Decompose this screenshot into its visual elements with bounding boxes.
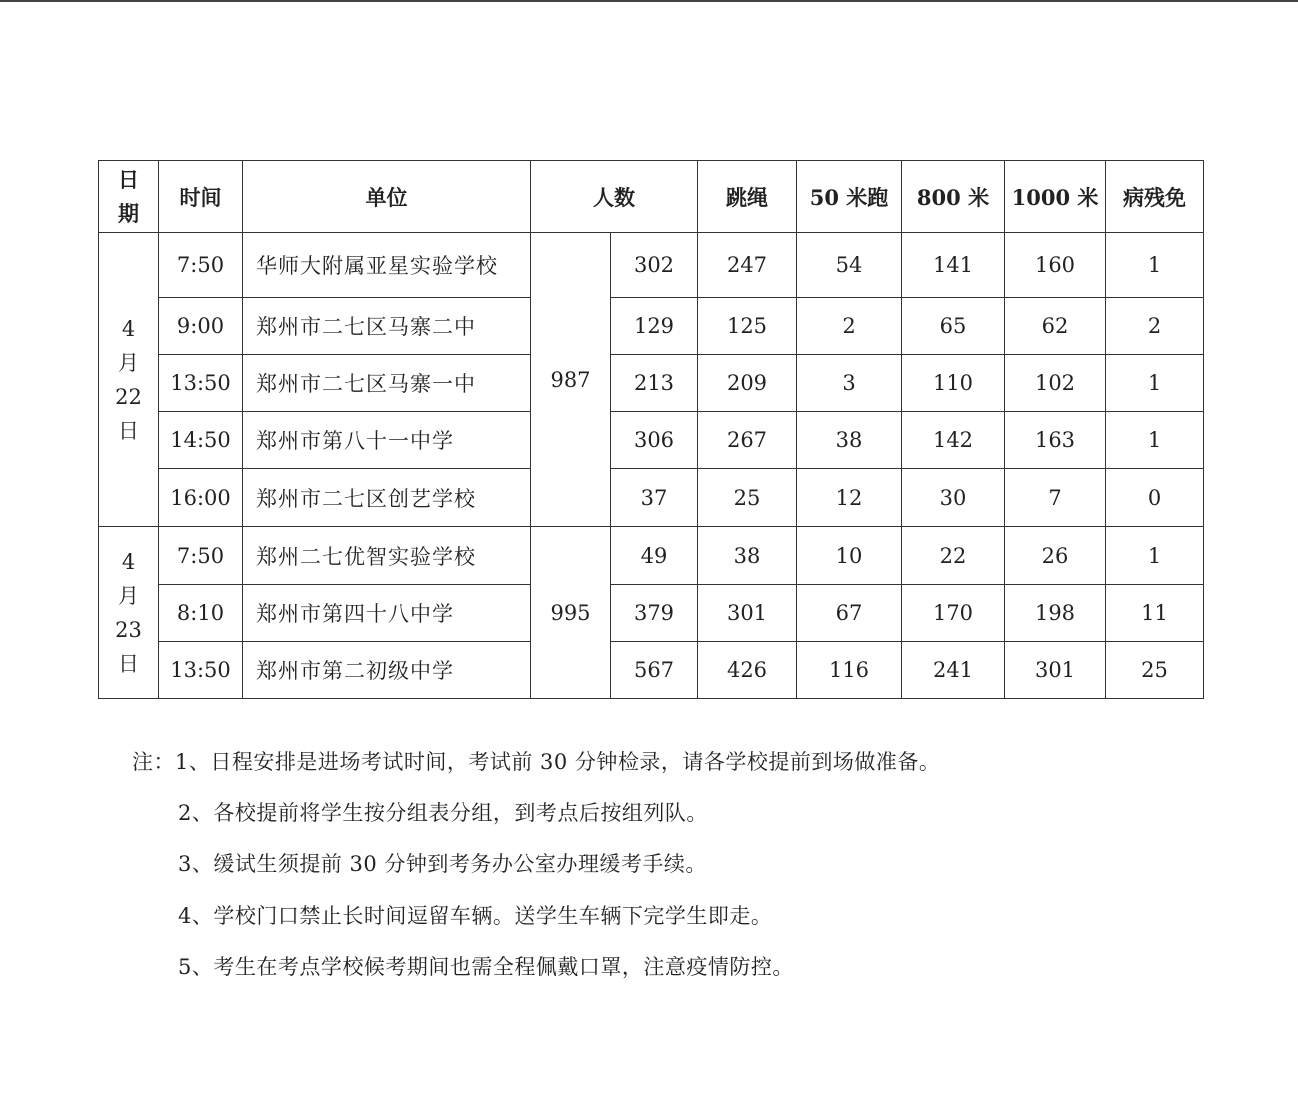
- run1000-cell: 26: [1005, 527, 1106, 585]
- rope-cell: 25: [698, 469, 797, 527]
- run1000-cell: 102: [1005, 355, 1106, 412]
- rope-cell: 426: [698, 642, 797, 699]
- run800-cell: 141: [902, 233, 1005, 298]
- time-cell: 13:50: [159, 642, 243, 699]
- table-row: [99, 355, 1204, 412]
- run1000-cell: 7: [1005, 469, 1106, 527]
- time-cell: 7:50: [159, 233, 243, 298]
- day-cell-apr23: 4 月 23 日: [99, 527, 159, 699]
- run50-cell: 67: [797, 585, 902, 642]
- unit-cell: 郑州市二七区马寨二中: [243, 298, 531, 355]
- run1000-cell: 301: [1005, 642, 1106, 699]
- table-row: [99, 233, 1204, 298]
- header-run1000: 1000 米: [1005, 161, 1106, 233]
- count-cell: 129: [611, 298, 698, 355]
- time-cell: 8:10: [159, 585, 243, 642]
- exempt-cell: 1: [1106, 355, 1204, 412]
- run800-cell: 170: [902, 585, 1005, 642]
- time-cell: 9:00: [159, 298, 243, 355]
- count-cell: 567: [611, 642, 698, 699]
- run1000-cell: 160: [1005, 233, 1106, 298]
- time-cell: 13:50: [159, 355, 243, 412]
- count-cell: 306: [611, 412, 698, 469]
- time-cell: 7:50: [159, 527, 243, 585]
- run50-cell: 10: [797, 527, 902, 585]
- table-row: [99, 298, 1204, 355]
- run800-cell: 142: [902, 412, 1005, 469]
- note-3: 3、缓试生须提前 30 分钟到考务办公室办理缓考手续。: [178, 852, 707, 876]
- note-1: 注：1、日程安排是进场考试时间，考试前 30 分钟检录，请各学校提前到场做准备。: [132, 750, 941, 774]
- rope-cell: 209: [698, 355, 797, 412]
- exempt-cell: 11: [1106, 585, 1204, 642]
- unit-cell: 郑州市二七区马寨一中: [243, 355, 531, 412]
- rope-cell: 125: [698, 298, 797, 355]
- run50-cell: 38: [797, 412, 902, 469]
- exempt-cell: 1: [1106, 412, 1204, 469]
- count-cell: 213: [611, 355, 698, 412]
- rope-cell: 247: [698, 233, 797, 298]
- header-rope: 跳绳: [698, 161, 797, 233]
- count-cell: 49: [611, 527, 698, 585]
- run50-cell: 54: [797, 233, 902, 298]
- run50-cell: 2: [797, 298, 902, 355]
- run800-cell: 30: [902, 469, 1005, 527]
- exam-schedule-table: [98, 160, 1204, 699]
- unit-cell: 华师大附属亚星实验学校: [243, 233, 531, 298]
- unit-cell: 郑州市第八十一中学: [243, 412, 531, 469]
- run50-cell: 3: [797, 355, 902, 412]
- run800-cell: 22: [902, 527, 1005, 585]
- header-run50: 50 米跑: [797, 161, 902, 233]
- count-cell: 37: [611, 469, 698, 527]
- run50-cell: 12: [797, 469, 902, 527]
- count-cell: 379: [611, 585, 698, 642]
- rope-cell: 38: [698, 527, 797, 585]
- run800-cell: 65: [902, 298, 1005, 355]
- table-row: [99, 412, 1204, 469]
- count-cell: 302: [611, 233, 698, 298]
- unit-cell: 郑州市二七区创艺学校: [243, 469, 531, 527]
- run1000-cell: 198: [1005, 585, 1106, 642]
- table-row: [99, 585, 1204, 642]
- header-unit: 单位: [243, 161, 531, 233]
- header-row: [99, 161, 1204, 233]
- header-count: 人数: [531, 161, 698, 233]
- note-2: 2、各校提前将学生按分组表分组，到考点后按组列队。: [178, 801, 708, 825]
- rope-cell: 301: [698, 585, 797, 642]
- top-border-line: [0, 0, 1298, 2]
- table-row: [99, 642, 1204, 699]
- time-cell: 16:00: [159, 469, 243, 527]
- note-4: 4、学校门口禁止长时间逗留车辆。送学生车辆下完学生即走。: [178, 904, 773, 928]
- run800-cell: 241: [902, 642, 1005, 699]
- header-exempt: 病残免: [1106, 161, 1204, 233]
- day-total-cell: 995: [531, 527, 611, 699]
- header-time: 时间: [159, 161, 243, 233]
- unit-cell: 郑州市第四十八中学: [243, 585, 531, 642]
- header-date: 日期: [99, 161, 159, 233]
- run800-cell: 110: [902, 355, 1005, 412]
- exempt-cell: 25: [1106, 642, 1204, 699]
- exempt-cell: 0: [1106, 469, 1204, 527]
- note-5: 5、考生在考点学校候考期间也需全程佩戴口罩，注意疫情防控。: [178, 955, 794, 979]
- exempt-cell: 1: [1106, 527, 1204, 585]
- table-row: [99, 469, 1204, 527]
- exempt-cell: 2: [1106, 298, 1204, 355]
- day-cell-apr22: 4 月 22 日: [99, 233, 159, 527]
- run1000-cell: 62: [1005, 298, 1106, 355]
- table-row: [99, 527, 1204, 585]
- run1000-cell: 163: [1005, 412, 1106, 469]
- rope-cell: 267: [698, 412, 797, 469]
- day-total-cell: 987: [531, 233, 611, 527]
- unit-cell: 郑州市第二初级中学: [243, 642, 531, 699]
- run50-cell: 116: [797, 642, 902, 699]
- unit-cell: 郑州二七优智实验学校: [243, 527, 531, 585]
- header-run800: 800 米: [902, 161, 1005, 233]
- exempt-cell: 1: [1106, 233, 1204, 298]
- time-cell: 14:50: [159, 412, 243, 469]
